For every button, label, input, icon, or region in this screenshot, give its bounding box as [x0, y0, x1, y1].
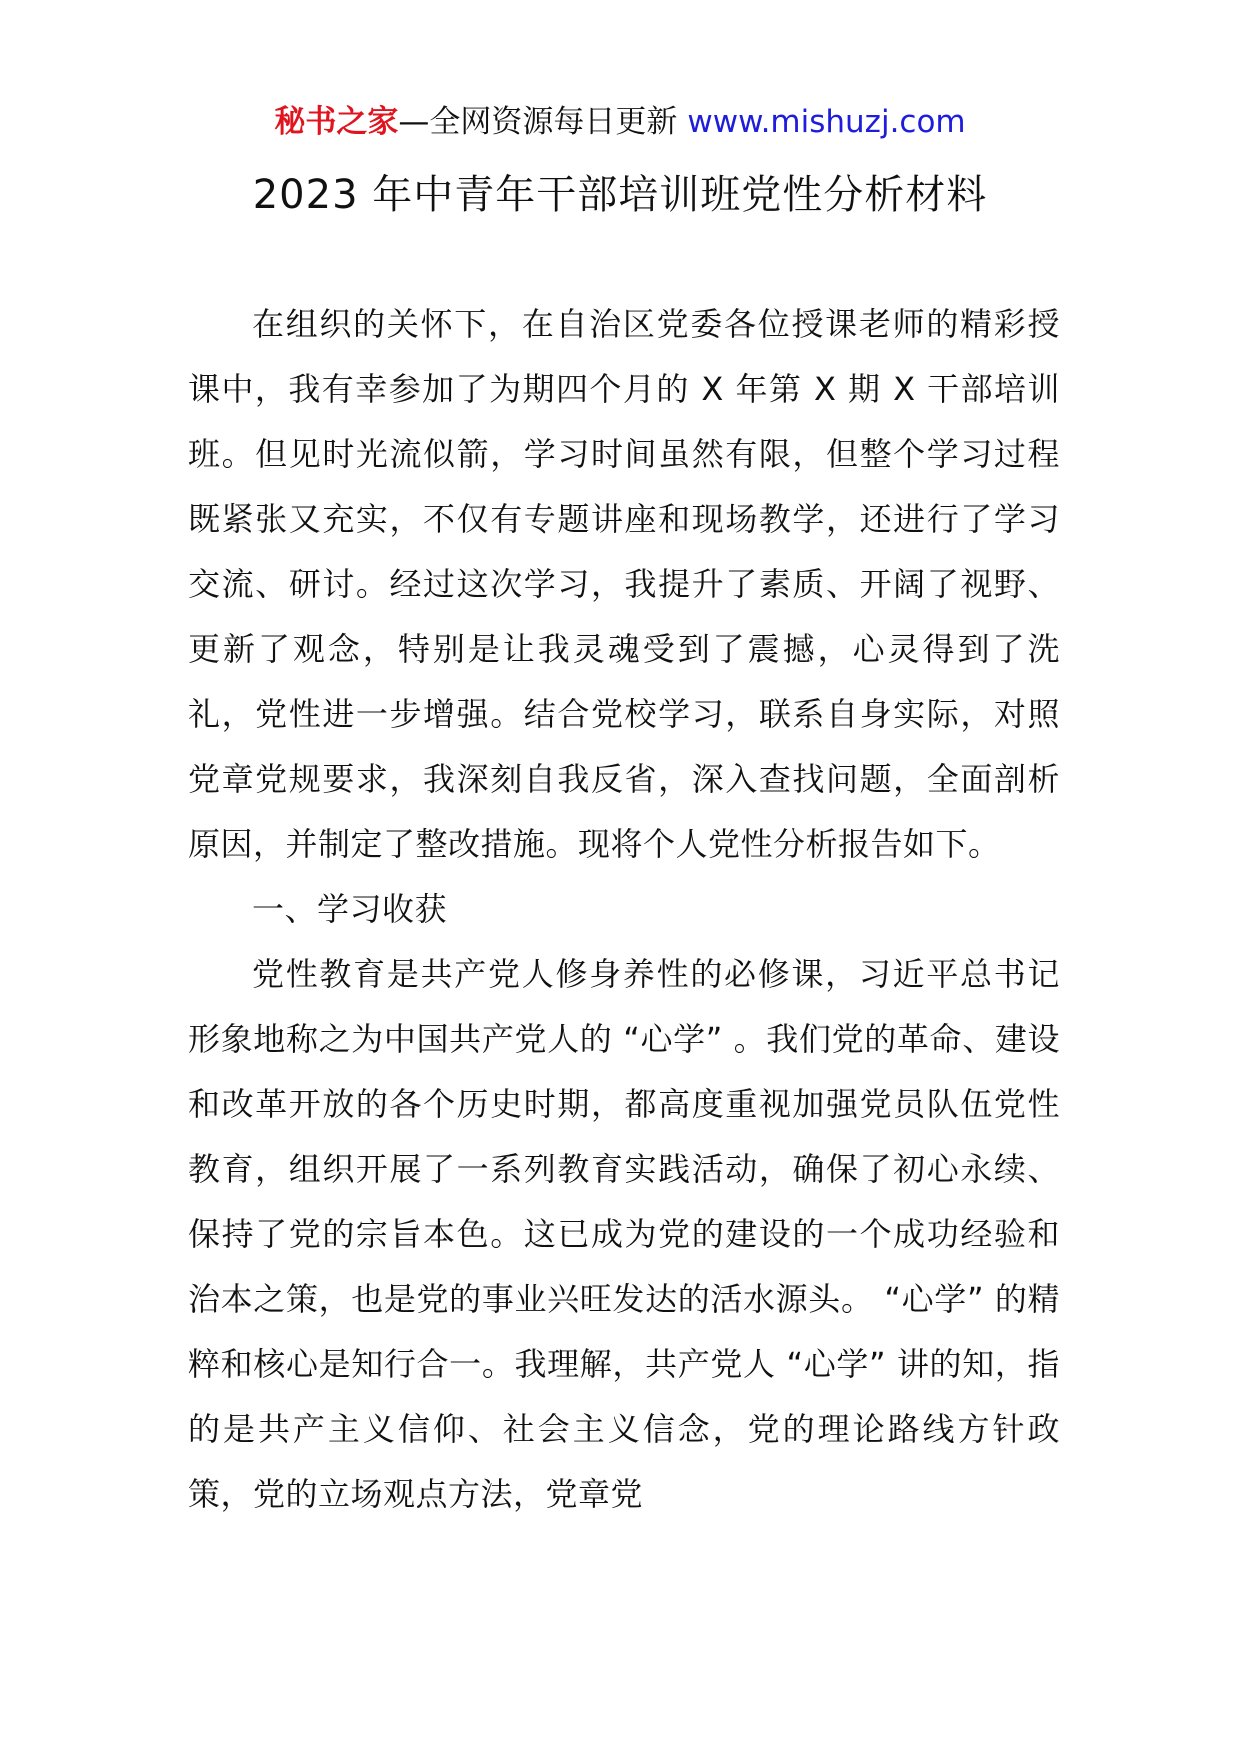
brand-name: 秘书之家	[274, 104, 399, 140]
document-title: 2023 年中青年干部培训班党性分析材料	[252, 172, 988, 218]
body-paragraph: 党性教育是共产党人修身养性的必修课，习近平总书记形象地称之为中国共产党人的 “心学” 。我们党的革命、建设和改革开放的各个历史时期，都高度重视加强党员队伍党性教育，组织开展了一系列教育实践活动，确保了初心永续、保持了党的宗旨本色。这已成为党的建设的一个成功经验和治本之策，也是党的事业兴旺发达的活水源头。 “心学” 的精粹和核心是知行合一。我理解，共产党人 “心学” 讲的知，指的是共产主义信仰、社会主义信念，党的理论路线方针政策，党的立场观点方法，党章党	[188, 955, 1060, 1513]
intro-paragraph: 在组织的关怀下，在自治区党委各位授课老师的精彩授课中，我有幸参加了为期四个月的 X 年第 X 期 X 干部培训班。但见时光流似箭，学习时间虽然有限，但整个学习过程既紧张又充实，不仅有专题讲座和现场教学，还进行了学习交流、研讨。经过这次学习，我提升了素质、开阔了视野、更新了观念，特别是让我灵魂受到了震撼，心灵得到了洗礼，党性进一步增强。结合党校学习，联系自身实际，对照党章党规要求，我深刻自我反省，深入查找问题，全面剖析原因，并制定了整改措施。现将个人党性分析报告如下。	[188, 305, 1060, 863]
site-header	[0, 100, 1240, 144]
document-body	[188, 292, 1060, 1527]
website-link[interactable]: www.mishuzj.com	[687, 104, 966, 140]
section-heading: 一、学习收获	[252, 890, 448, 928]
header-tagline: —全网资源每日更新	[398, 104, 678, 140]
